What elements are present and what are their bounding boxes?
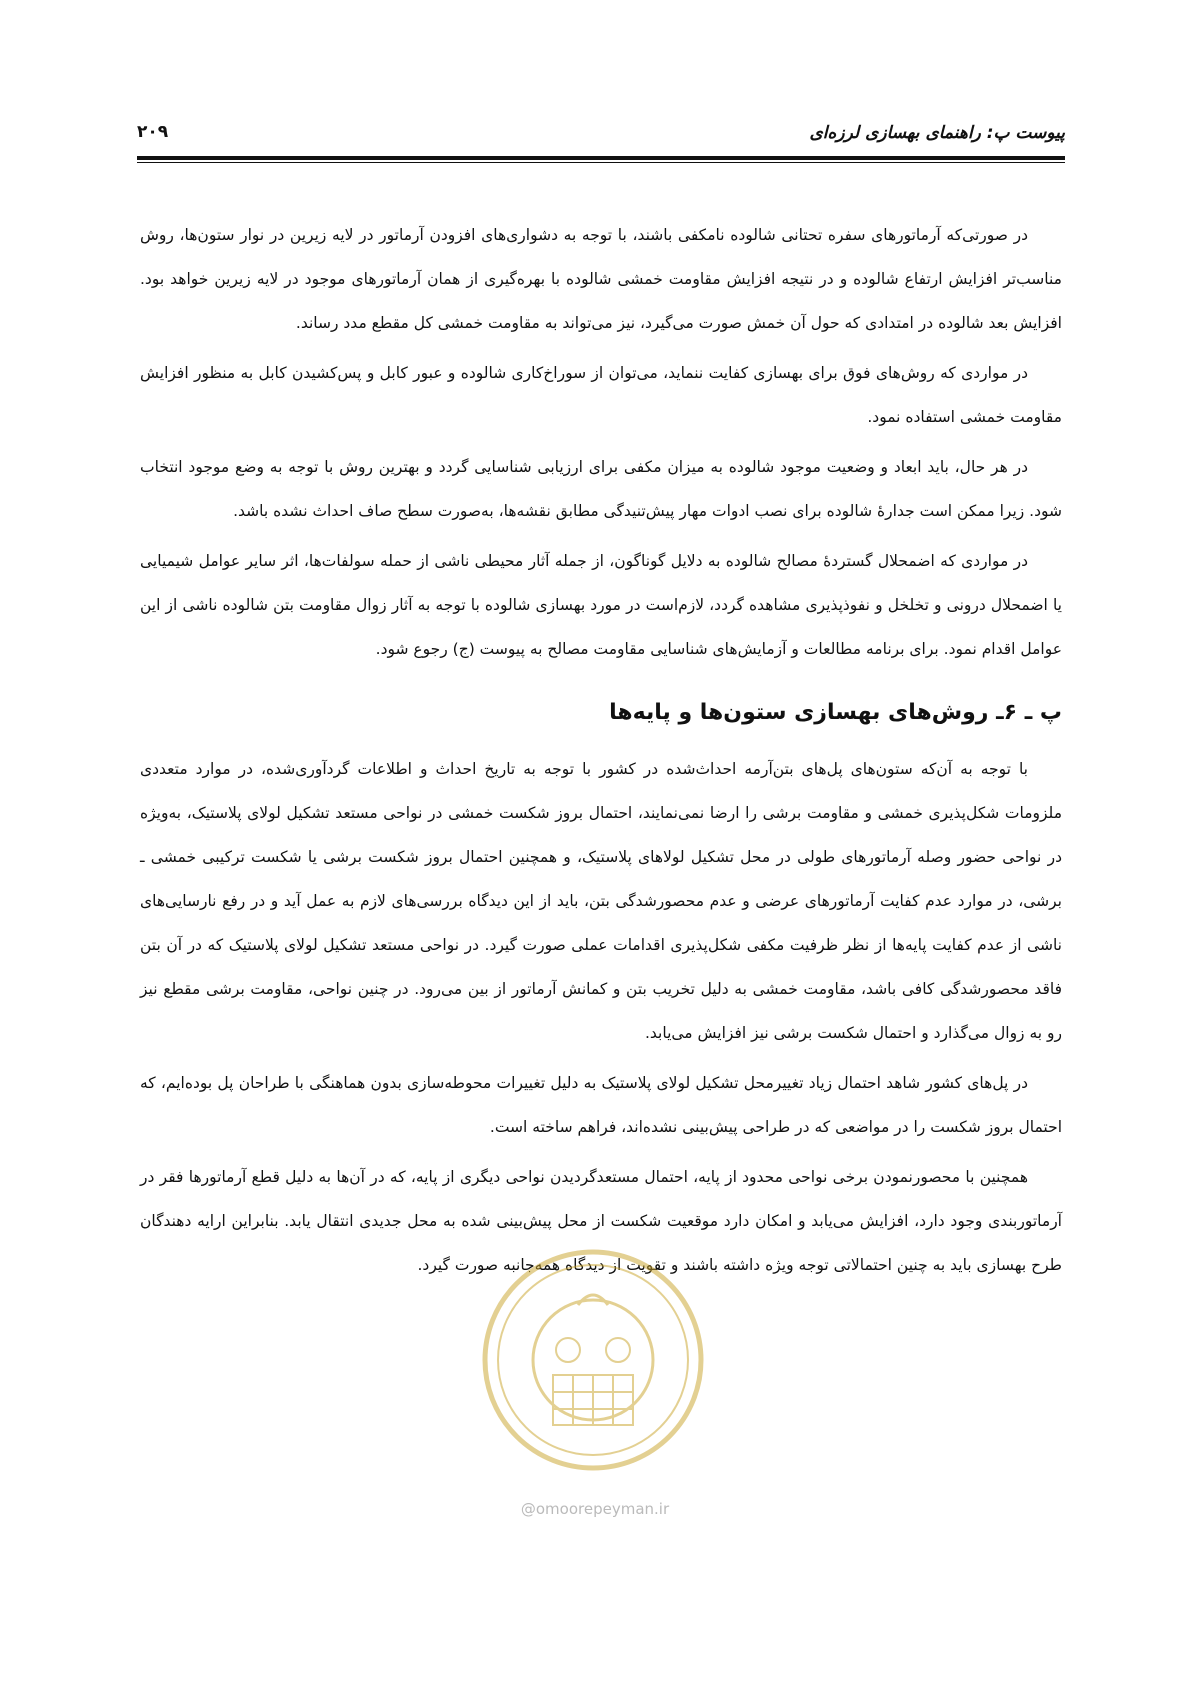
paragraph: در مواردی که روش‌های فوق برای بهسازی کفایت ننماید، می‌توان از سوراخ‌کاری شالوده و عبور کابل و پس‌کشیدن کابل به منظور افزایش مقاومت خمشی استفاده نمود. <box>140 364 1062 426</box>
paragraph: همچنین با محصورنمودن برخی نواحی محدود از پایه، احتمال مستعدگردیدن نواحی دیگری از پایه، که در آن‌ها به دلیل قطع آرماتورها فقر در آرماتوربندی وجود دارد، افزایش می‌یابد و امکان دارد موقعیت شکست از محل پیش‌بینی شده به محل جدیدی انتقال یابد. بنابراین ارایه دهندگان طرح بهسازی باید به چنین احتمالاتی توجه ویژه داشته باشند و تقویت از دیدگاه همه‌جانبه صورت گیرد. <box>140 1168 1062 1274</box>
paragraph: با توجه به آن‌که ستون‌های پل‌های بتن‌آرمه احداث‌شده در کشور با توجه به تاریخ احداث و اطلاعات گردآوری‌شده، در موارد متعددی ملزومات شکل‌پذیری خمشی و مقاومت برشی را ارضا نمی‌نمایند، احتمال بروز شکست خمشی در نواحی مستعد تشکیل لولای پلاستیک، به‌ویژه در نواحی حضور وصله آرماتورهای طولی در محل تشکیل لولاهای پلاستیک، و همچنین احتمال بروز شکست برشی یا شکست ترکیبی خمشی ـ برشی، در موارد عدم کفایت آرماتورهای عرضی و عدم محصورشدگی بتن، باید از این دیدگاه بررسی‌های لازم به عمل آید و در رفع نارسایی‌های ناشی از عدم کفایت پایه‌ها از نظر ظرفیت مکفی شکل‌پذیری اقدامات عملی صورت گیرد. در نواحی مستعد تشکیل لولای پلاستیک که در آن بتن فاقد محصورشدگی کافی باشد، مقاومت خمشی به دلیل تخریب بتن و کمانش آرماتور از بین می‌رود. در چنین نواحی، مقاومت برشی مقطع نیز رو به زوال می‌گذارد و احتمال شکست برشی نیز افزایش می‌یابد. <box>140 760 1062 1042</box>
section-heading: پ ـ ۶ـ روش‌های بهسازی ستون‌ها و پایه‌ها <box>609 700 1062 725</box>
page-number: ۲۰۹ <box>137 122 169 142</box>
header-rule-thick <box>137 156 1065 160</box>
paragraph: در پل‌های کشور شاهد احتمال زیاد تغییرمحل تشکیل لولای پلاستیک به دلیل تغییرات محوطه‌سازی بدون هماهنگی با طراحان پل بوده‌ایم، که احتمال بروز شکست را در مواضعی که در طراحی پیش‌بینی نشده‌اند، فراهم ساخته است. <box>140 1074 1062 1136</box>
page-header <box>137 108 1065 148</box>
paragraph: در مواردی که اضمحلال گستردهٔ مصالح شالوده به دلایل گوناگون، از جمله آثار محیطی ناشی از حمله سولفات‌ها، اثر سایر عوامل شیمیایی یا اضمحلال درونی و تخلخل و نفوذپذیری مشاهده گردد، لازم‌است در مورد بهسازی شالوده با توجه به آثار زوال مقاومت بتن شالوده ناشی از این عوامل اقدام نمود. برای برنامه مطالعات و آزمایش‌های شناسایی مقاومت مصالح به پیوست (ج) رجوع شود. <box>140 552 1062 658</box>
paragraph: در هر حال، باید ابعاد و وضعیت موجود شالوده به میزان مکفی برای ارزیابی شناسایی گردد و بهترین روش با توجه به وضع موجود انتخاب شود. زیرا ممکن است جدارهٔ شالوده برای نصب ادوات مهار پیش‌تنیدگی مطابق نقشه‌ها، به‌صورت سطح صاف احداث نشده باشد. <box>140 458 1062 520</box>
header-rule-thin <box>137 162 1065 163</box>
body-text <box>140 213 1062 1293</box>
running-title: پیوست پ: راهنمای بهسازی لرزه‌ای <box>809 123 1065 143</box>
paragraph: در صورتی‌که آرماتورهای سفره تحتانی شالوده نامکفی باشند، با توجه به دشواری‌های افزودن آرماتور در لایه زیرین در نوار ستون‌ها، روش مناسب‌تر افزایش ارتفاع شالوده و در نتیجه افزایش مقاومت خمشی شالوده با بهره‌گیری از همان آرماتورهای موجود در لایه زیرین خواهد بود. افزایش بعد شالوده در امتدادی که حول آن خمش صورت می‌گیرد، نیز می‌تواند به مقاومت خمشی کل مقطع مدد رساند. <box>140 226 1062 332</box>
watermark-site: @omoorepeyman.ir <box>520 1500 670 1518</box>
